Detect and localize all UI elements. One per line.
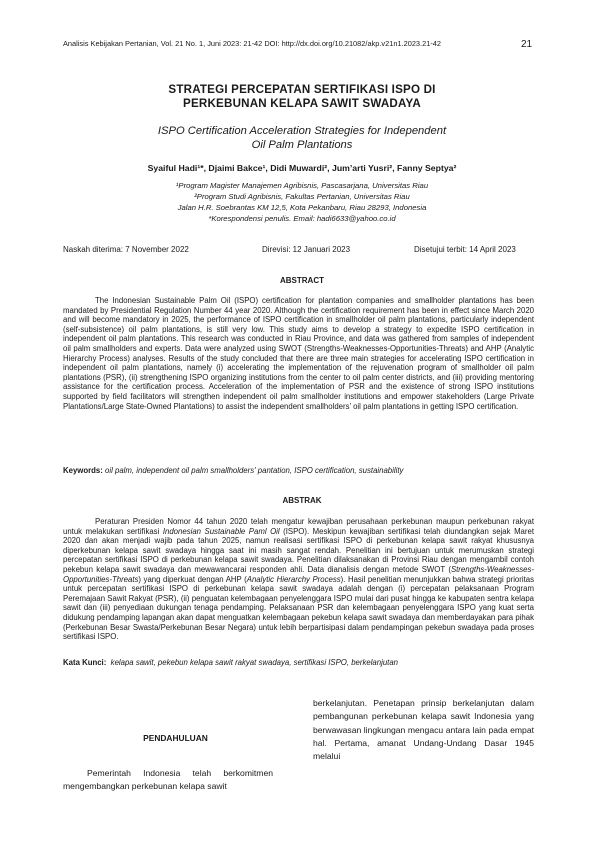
abstrak-term-ahp: Analytic Hierarchy Process [246, 574, 341, 584]
abstrak-text-3: ) yang diperkuat dengan AHP ( [138, 574, 247, 584]
corresponding-author: *Korespondensi penulis. Email: hadi6633@yahoo.co.id [208, 214, 396, 223]
body-right-column: berkelanjutan. Penetapan prinsip berkelanjutan dalam pembangunan perkebunan kelapa sawit Indonesia yang berwawasan lingkungan mengacu antara lain pada empat hal. Pertama, amanat Undang-Undang Dasar 1945 melalui [313, 698, 534, 762]
abstrak-text-4: ). Hasil penelitian menunjukkan bahwa strategi prioritas untuk percepatan sertifikasi ISPO di perkebunan kelapa sawit swadaya adalah dengan (i) percepatan pelaksanaan Program Peremajaan Sawit Rakyat (PSR), (ii) penguatan kelembagaan penyelenggara ISPO mulai dari pusat hingga ke kabupaten sentra kelapa sawit dan (iii) penyediaan dukungan tenaga pendamping. Pelaksanaan PSR dan kelembagaan penyelenggara ISPO yang kuat serta didukung pendamping lapangan akan dapat menguatkan kelembagaan pekebun kelapa sawit swadaya dan memberdayakan para pihak (Perkebunan Besar Swasta/Perkebunan Besar Negara) untuk lebih berpartisipasi dalam pendampingan pekebun swadaya pada proses sertifikasi ISPO. [63, 574, 535, 642]
abstrak-text [63, 517, 534, 642]
title-id-line2: PERKEBUNAN KELAPA SAWIT SWADAYA [183, 97, 421, 110]
date-revised: Direvisi: 12 Januari 2023 [262, 245, 351, 254]
affiliation-2: ²Program Studi Agribisnis, Fakultas Pertanian, Universitas Riau [194, 192, 410, 201]
affiliation-1: ¹Program Magister Manajemen Agribisnis, Pascasarjana, Universitas Riau [175, 181, 429, 190]
abstrak-text-1: Peraturan Presiden Nomor 44 tahun 2020 telah mengatur kewajiban perusahaan perkebunan maupun perkebunan rakyat untuk melakukan sertifikasi [63, 517, 534, 536]
abstrak-text-2: (ISPO). Meskipun kewajiban sertifikasi telah diundangkan sejak Maret 2020 dan akan menjadi wajib pada tahun 2025, namun realisasi sertifikasi ISPO di perkebunan kelapa sawit rakyat khususnya diperkebunan kelapa sawit swadaya hingga saat ini masih sangat rendah. Penelitian ini bertujuan untuk merumuskan strategi percepatan sertifikasi ISPO di perkebunan kelapa sawit swadaya. Penelitian dilaksanakan di Provinsi Riau dengan mengambil contoh pekebun kelapa sawit swadaya dan mewawancarai responden ahli. Data dianalisis dengan metode SWOT ( [63, 526, 534, 574]
keywords-line [63, 466, 534, 476]
keywords-value: oil palm, independent oil palm smallholders' pantation, ISPO certification, sustainability [105, 466, 404, 475]
page-number: 21 [521, 39, 533, 50]
abstract-heading: ABSTRACT [280, 276, 324, 285]
date-approved: Disetujui terbit: 14 April 2023 [414, 245, 516, 254]
affiliation-address: Jalan H.R. Soebrantas KM 12,5, Kota Pekanbaru, Riau 28293, Indonesia [177, 203, 427, 212]
date-received: Naskah diterima: 7 November 2022 [63, 245, 189, 254]
abstract-text: The Indonesian Sustainable Palm Oil (ISPO) certification for plantation companies and smallholder plantations has been mandated by Presidential Regulation Number 44 year 2020. Although the certification requirement has been in effect since March 2020 and will become mandatory in 2025, the performance of ISPO certification in smallholder oil palm plantations, particularly independent (self-subsistence) oil palm plantations, is still very low. This study aims to develop a strategy to expedite ISPO certification in independent oil palm plantations. This research was conducted in Riau Province, and data was gathered from samples of independent oil palm smallholders and experts. Data were analyzed using SWOT (Strengths-Weaknesses-Opportunities-Threats) and AHP (Analytic Hierarchy Process) analyses. Results of the study concluded that there are three main strategies for accelerating ISPO certification in independent oil palm plantations, namely (i) accelerating the implementation of the rejuvenation program of smallholder oil palm plantations (PSR), (ii) strengthening ISPO organizing institutions from the center to oil palm center districts, and (iii) providing mentoring assistance for the certification process. Acceleration of the implementation of PSR and the existence of strong ISPO institutions supported by field facilitators will strengthen independent oil palm smallholder institutions and empower stakeholders (Large Private Plantations/Large State-Owned Plantations) to assist the independent smallholders’ oil palm plantations in getting ISPO certification. [63, 296, 534, 411]
abstrak-term-swot: Strengths-Weaknesses-Opportunities-Threats [63, 564, 534, 584]
author-list: Syaiful Hadi¹*, Djaimi Bakce¹, Didi Muwardi², Jum’arti Yusri², Fanny Septya² [147, 163, 457, 173]
abstrak-heading: ABSTRAK [282, 496, 322, 505]
title-id-line1: STRATEGI PERCEPATAN SERTIFIKASI ISPO DI [168, 83, 436, 96]
kata-kunci-line [63, 658, 534, 668]
body-left-column: Pemerintah Indonesia telah berkomitmen mengembangkan perkebunan kelapa sawit [63, 768, 273, 792]
kata-kunci-label: Kata Kunci: [63, 658, 107, 667]
keywords-label: Keywords: [63, 466, 103, 475]
kata-kunci-value: kelapa sawit, pekebun kelapa sawit rakyat swadaya, sertifikasi ISPO, berkelanjutan [110, 658, 399, 667]
journal-header: Analisis Kebijakan Pertanian, Vol. 21 No. 1, Juni 2023: 21-42 DOI: http://dx.doi.org/10.21082/akp.v21n1.2023.21-42 [63, 39, 441, 48]
title-en-line1: ISPO Certification Acceleration Strategies for Independent [157, 125, 447, 137]
section-heading-pendahuluan: PENDAHULUAN [143, 733, 208, 743]
title-en-line2: Oil Palm Plantations [251, 139, 353, 151]
abstrak-term-ispo: Indonesian Sustainable Paml Oil [162, 526, 280, 536]
